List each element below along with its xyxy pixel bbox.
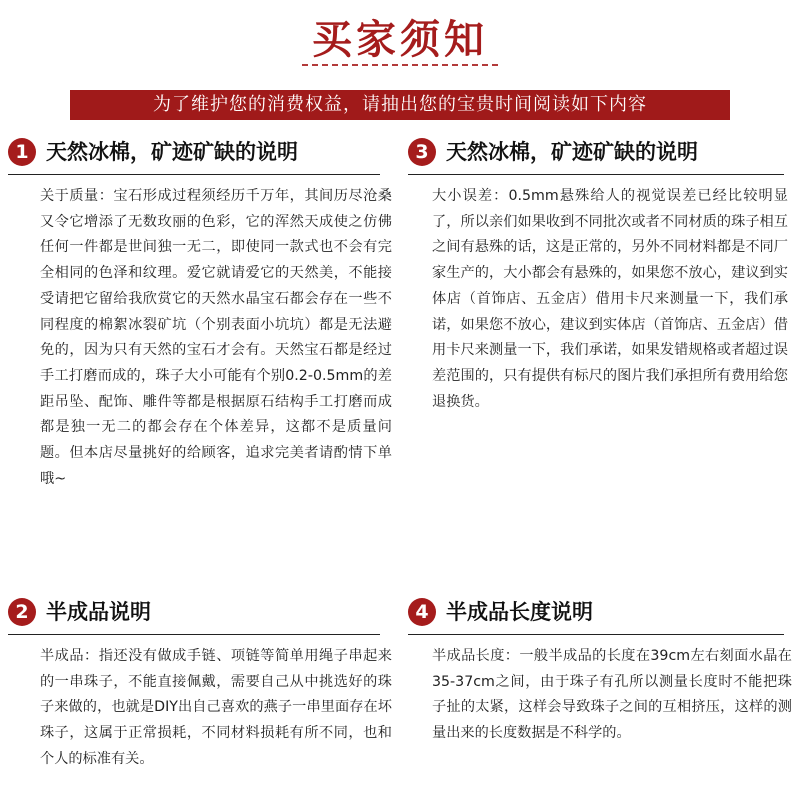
notice-banner: 为了维护您的消费权益，请抽出您的宝贵时间阅读如下内容: [70, 90, 730, 120]
section-title: 天然冰棉，矿迹矿缺的说明: [446, 140, 698, 164]
page-title: 买家须知: [312, 16, 488, 63]
title-divider: [302, 64, 498, 66]
section-underline: [8, 634, 380, 635]
section-title: 天然冰棉，矿迹矿缺的说明: [46, 140, 298, 164]
section-underline: [408, 174, 784, 175]
section-body: 关于质量：宝石形成过程须经历千万年，其间历尽沧桑又令它增添了无数玫丽的色彩，它的浑然天成使之仿佛任何一件都是世间独一无二，即使同一款式也不会有完全相同的色泽和纹理。爱它就请爱它的天然美，不能接受请把它留给我欣赏它的天然水晶宝石都会存在一些不同程度的棉絮冰裂矿坑（个别表面小坑坑）都是无法避免的，因为只有天然的宝石才会有。天然宝石都是经过手工打磨而成的，珠子大小可能有个别0.2-0.5mm的差距吊坠、配饰、雕件等都是根据原石结构手工打磨而成都是独一无二的都会存在个体差异，这都不是质量问题。但本店尽量挑好的给顾客，追求完美者请酌情下单哦~: [40, 188, 392, 487]
section-underline: [8, 174, 380, 175]
section-title: 半成品长度说明: [446, 600, 593, 624]
section-number-badge: 4: [408, 598, 436, 626]
section-number-badge: 1: [8, 138, 36, 166]
section-header: [408, 596, 792, 630]
section-header: [8, 596, 392, 630]
section-underline: [408, 634, 784, 635]
section-quality-note: [8, 136, 392, 487]
section-title: 半成品说明: [46, 600, 151, 624]
section-number-badge: 2: [8, 598, 36, 626]
section-header: [8, 136, 392, 170]
section-size-tolerance: [408, 136, 792, 410]
section-semi-finished-length: [408, 596, 792, 742]
section-body: 半成品长度：一般半成品的长度在39cm左右刻面水晶在35-37cm之间，由于珠子有孔所以测量长度时不能把珠子扯的太紧，这样会导致珠子之间的互相挤压，这样的测量出来的长度数据是不科学的。: [432, 648, 792, 742]
section-number-badge: 3: [408, 138, 436, 166]
section-body: 半成品：指还没有做成手链、项链等简单用绳子串起来的一串珠子，不能直接佩戴，需要自己从中挑选好的珠子来做的，也就是DIY出自己喜欢的燕子一串里面存在坏珠子，这属于正常损耗，不同材料损耗有所不同，也和个人的标准有关。: [40, 648, 392, 767]
section-header: [408, 136, 792, 170]
section-semi-finished: [8, 596, 392, 767]
section-body: 大小误差：0.5mm悬殊给人的视觉误差已经比较明显了，所以亲们如果收到不同批次或者不同材质的珠子相互之间有悬殊的话，这是正常的，另外不同材料都是不同厂家生产的，大小都会有悬殊的，如果您不放心，建议到实体店（首饰店、五金店）借用卡尺来测量一下，我们承诺，如果您不放心，建议到实体店（首饰店、五金店）借用卡尺来测量一下，我们承诺，如果发错规格或者超过误差范围的，只有提供有标尺的图片我们承担所有费用给您退换货。: [432, 188, 788, 410]
